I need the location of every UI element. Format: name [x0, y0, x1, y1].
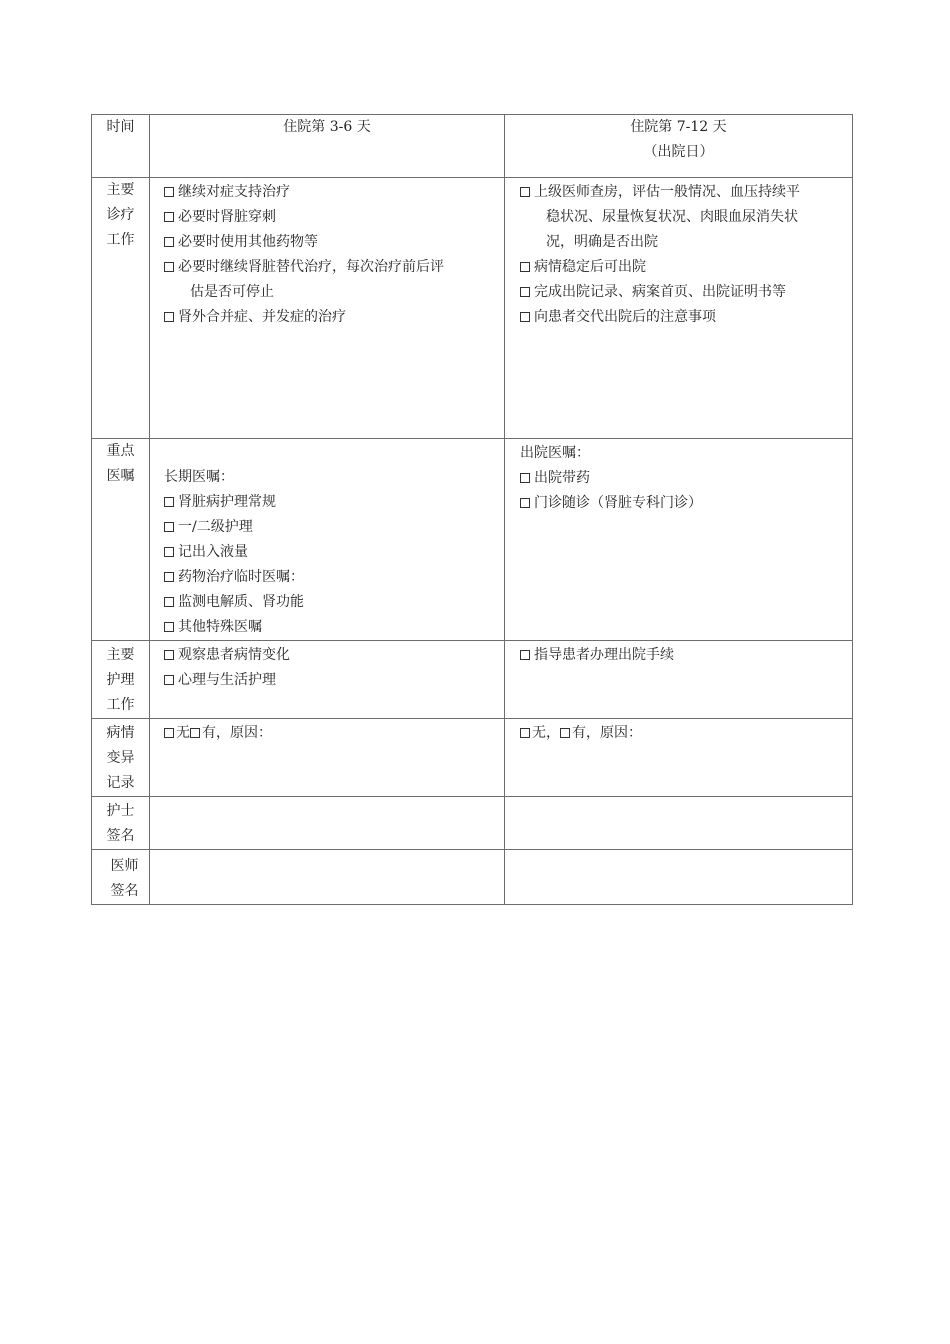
- checkbox-item[interactable]: 必要时使用其他药物等: [164, 230, 496, 255]
- checkbox-icon[interactable]: [520, 262, 530, 272]
- label-line: 主要: [106, 182, 135, 198]
- label-line: 护理: [106, 672, 135, 688]
- nurse-sign-col2[interactable]: [505, 797, 853, 850]
- variance-yes-label: 有，原因：: [572, 725, 642, 741]
- label-line: 护士: [106, 803, 135, 819]
- checkbox-icon[interactable]: [520, 312, 530, 322]
- checkbox-icon[interactable]: [520, 728, 530, 738]
- doctor-sign-col2[interactable]: [505, 850, 853, 905]
- diagnosis-label-cell: [92, 178, 150, 439]
- clinical-pathway-table: [91, 114, 853, 905]
- discharge-orders-title: 出院医嘱：: [520, 445, 590, 461]
- variance-col2: [505, 719, 853, 797]
- doctor-sign-col1[interactable]: [150, 850, 505, 905]
- label-line: 诊疗: [106, 207, 135, 223]
- checkbox-item[interactable]: 门诊随诊（肾脏专科门诊）: [520, 491, 842, 516]
- checkbox-icon[interactable]: [164, 675, 174, 685]
- nursing-col1: [150, 641, 505, 719]
- diagnosis-row: [92, 178, 853, 439]
- checkbox-item[interactable]: 完成出院记录、病案首页、出院证明书等: [520, 280, 842, 305]
- checkbox-icon[interactable]: [164, 522, 174, 532]
- variance-no-label: 无，: [532, 725, 560, 741]
- label-line: 医嘱: [106, 468, 135, 484]
- checkbox-icon[interactable]: [520, 473, 530, 483]
- checkbox-item[interactable]: 指导患者办理出院手续: [520, 643, 842, 668]
- day-3-6-header: [150, 115, 505, 178]
- checkbox-icon[interactable]: [164, 597, 174, 607]
- checkbox-icon[interactable]: [520, 287, 530, 297]
- checkbox-item[interactable]: 继续对症支持治疗: [164, 180, 496, 205]
- label-line: 医师: [110, 858, 139, 874]
- doctor-sign-row: [92, 850, 853, 905]
- orders-col2: [505, 439, 853, 641]
- checkbox-icon[interactable]: [164, 187, 174, 197]
- checkbox-item[interactable]: 肾外合并症、并发症的治疗: [164, 305, 496, 330]
- checkbox-icon[interactable]: [164, 497, 174, 507]
- checkbox-icon[interactable]: [164, 572, 174, 582]
- checkbox-item[interactable]: 病情稳定后可出院: [520, 255, 842, 280]
- variance-yes-label: 有，原因：: [202, 725, 272, 741]
- checkbox-icon[interactable]: [164, 622, 174, 632]
- checkbox-icon[interactable]: [164, 312, 174, 322]
- label-line: 签名: [110, 883, 139, 899]
- orders-row: [92, 439, 853, 641]
- time-header: [92, 115, 150, 178]
- nurse-sign-label-cell: [92, 797, 150, 850]
- variance-col1: [150, 719, 505, 797]
- long-term-orders-title: 长期医嘱：: [164, 469, 234, 485]
- checkbox-item[interactable]: 药物治疗临时医嘱：: [164, 565, 496, 590]
- checkbox-icon[interactable]: [164, 237, 174, 247]
- checkbox-item[interactable]: 上级医师查房，评估一般情况、血压持续平 稳状况、尿量恢复状况、肉眼血尿消失状 况，明确是否出院: [520, 180, 842, 255]
- checkbox-icon[interactable]: [164, 262, 174, 272]
- diagnosis-col2: [505, 178, 853, 439]
- checkbox-item[interactable]: 心理与生活护理: [164, 668, 496, 693]
- label-line: 记录: [106, 775, 135, 791]
- label-line: 工作: [106, 697, 135, 713]
- checkbox-icon[interactable]: [520, 498, 530, 508]
- variance-row: [92, 719, 853, 797]
- checkbox-icon[interactable]: [164, 547, 174, 557]
- checkbox-item[interactable]: 出院带药: [520, 466, 842, 491]
- checkbox-item[interactable]: 肾脏病护理常规: [164, 490, 496, 515]
- time-label: 时间: [106, 119, 135, 135]
- nursing-row: [92, 641, 853, 719]
- checkbox-item[interactable]: 观察患者病情变化: [164, 643, 496, 668]
- day-7-12-header: [505, 115, 853, 178]
- label-line: 病情: [106, 725, 135, 741]
- nurse-sign-row: [92, 797, 853, 850]
- variance-options: [520, 721, 842, 746]
- variance-label-cell: [92, 719, 150, 797]
- label-line: 工作: [106, 232, 135, 248]
- label-line: 签名: [106, 828, 135, 844]
- checkbox-icon[interactable]: [190, 728, 200, 738]
- doctor-sign-label-cell: [92, 850, 150, 905]
- label-line: 重点: [106, 443, 135, 459]
- checkbox-icon[interactable]: [164, 728, 174, 738]
- checkbox-item[interactable]: 必要时肾脏穿刺: [164, 205, 496, 230]
- checkbox-icon[interactable]: [520, 650, 530, 660]
- label-line: 变异: [106, 750, 135, 766]
- orders-col1: [150, 439, 505, 641]
- checkbox-item[interactable]: 其他特殊医嘱: [164, 615, 496, 640]
- checkbox-icon[interactable]: [164, 650, 174, 660]
- checkbox-icon[interactable]: [520, 187, 530, 197]
- variance-no-label: 无: [176, 725, 190, 741]
- checkbox-item[interactable]: 一/二级护理: [164, 515, 496, 540]
- checkbox-item[interactable]: 监测电解质、肾功能: [164, 590, 496, 615]
- variance-options: [164, 721, 496, 746]
- header-row: [92, 115, 853, 178]
- day-3-6-label: 住院第 3-6 天: [283, 119, 371, 135]
- checkbox-icon[interactable]: [560, 728, 570, 738]
- discharge-day-label: （出院日）: [643, 144, 714, 160]
- nursing-label-cell: [92, 641, 150, 719]
- nursing-col2: [505, 641, 853, 719]
- orders-label-cell: [92, 439, 150, 641]
- checkbox-item[interactable]: 向患者交代出院后的注意事项: [520, 305, 842, 330]
- label-line: 主要: [106, 647, 135, 663]
- diagnosis-col1: [150, 178, 505, 439]
- day-7-12-label: 住院第 7-12 天: [630, 119, 727, 135]
- nurse-sign-col1[interactable]: [150, 797, 505, 850]
- checkbox-icon[interactable]: [164, 212, 174, 222]
- checkbox-item[interactable]: 记出入液量: [164, 540, 496, 565]
- checkbox-item[interactable]: 必要时继续肾脏替代治疗，每次治疗前后评 估是否可停止: [164, 255, 496, 305]
